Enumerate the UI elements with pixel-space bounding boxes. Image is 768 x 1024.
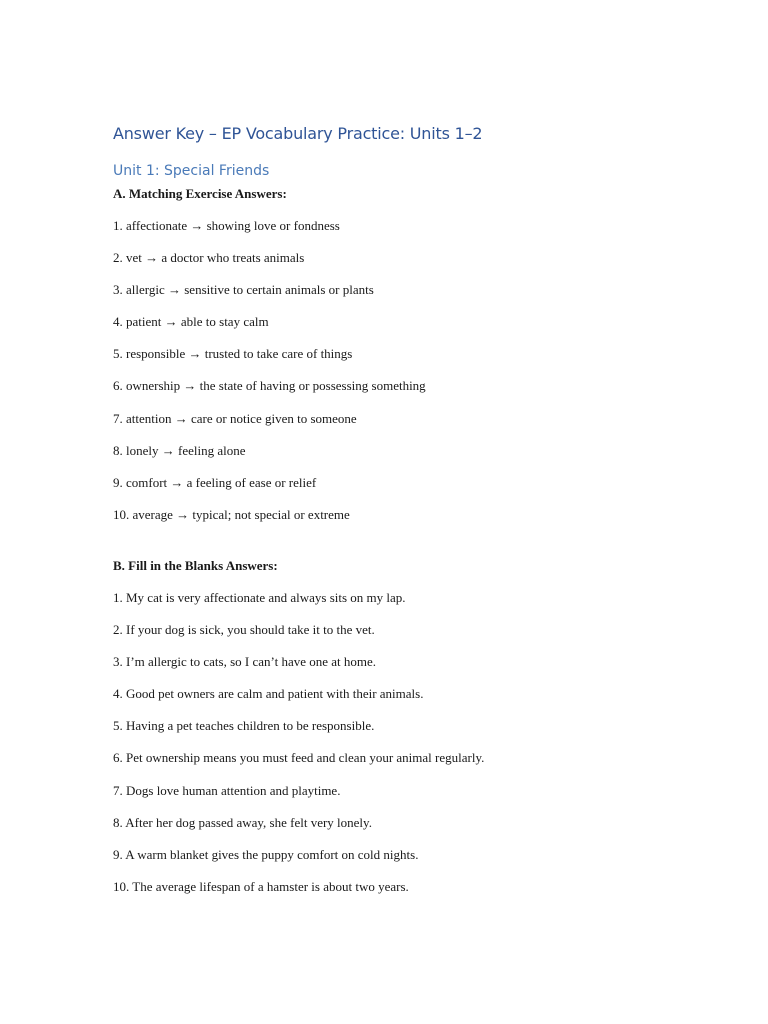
- fill-blank-answer-item: 10. The average lifespan of a hamster is about two years.: [113, 878, 409, 894]
- fill-blank-answer-item: 9. A warm blanket gives the puppy comfort on cold nights.: [113, 846, 419, 862]
- fill-blank-answer-item: 7. Dogs love human attention and playtime.: [113, 782, 341, 798]
- matching-answer-item: 4. patient → able to stay calm: [113, 314, 269, 330]
- matching-answer-item: 10. average → typical; not special or extreme: [113, 506, 350, 522]
- matching-answer-item: 6. ownership → the state of having or possessing something: [113, 378, 426, 394]
- matching-answer-item: 8. lonely → feeling alone: [113, 442, 246, 458]
- section-b-heading: B. Fill in the Blanks Answers:: [113, 558, 278, 573]
- matching-answer-item: 2. vet → a doctor who treats animals: [113, 250, 305, 266]
- fill-blank-answer-item: 8. After her dog passed away, she felt very lonely.: [113, 814, 372, 830]
- section-a-heading: A. Matching Exercise Answers:: [113, 186, 287, 201]
- matching-answers-list: [113, 218, 426, 539]
- unit-heading: Unit 1: Special Friends: [113, 163, 270, 179]
- matching-answer-item: 9. comfort → a feeling of ease or relief: [113, 474, 317, 490]
- matching-answer-item: 7. attention → care or notice given to someone: [113, 410, 357, 426]
- matching-answer-item: 1. affectionate → showing love or fondness: [113, 218, 340, 233]
- matching-answer-item: 3. allergic → sensitive to certain animals or plants: [113, 282, 374, 298]
- fill-blank-answer-item: 4. Good pet owners are calm and patient with their animals.: [113, 686, 424, 702]
- fill-blank-answer-item: 3. I’m allergic to cats, so I can’t have one at home.: [113, 654, 377, 670]
- fill-blank-answer-item: 2. If your dog is sick, you should take it to the vet.: [113, 622, 375, 638]
- fill-blank-answer-item: 6. Pet ownership means you must feed and clean your animal regularly.: [113, 750, 485, 766]
- matching-answer-item: 5. responsible → trusted to take care of things: [113, 346, 353, 362]
- fill-blanks-answers-list: [113, 590, 484, 911]
- fill-blank-answer-item: 5. Having a pet teaches children to be responsible.: [113, 718, 375, 734]
- fill-blank-answer-item: 1. My cat is very affectionate and always sits on my lap.: [113, 590, 406, 605]
- document-title: Answer Key – EP Vocabulary Practice: Units 1–2: [113, 124, 483, 143]
